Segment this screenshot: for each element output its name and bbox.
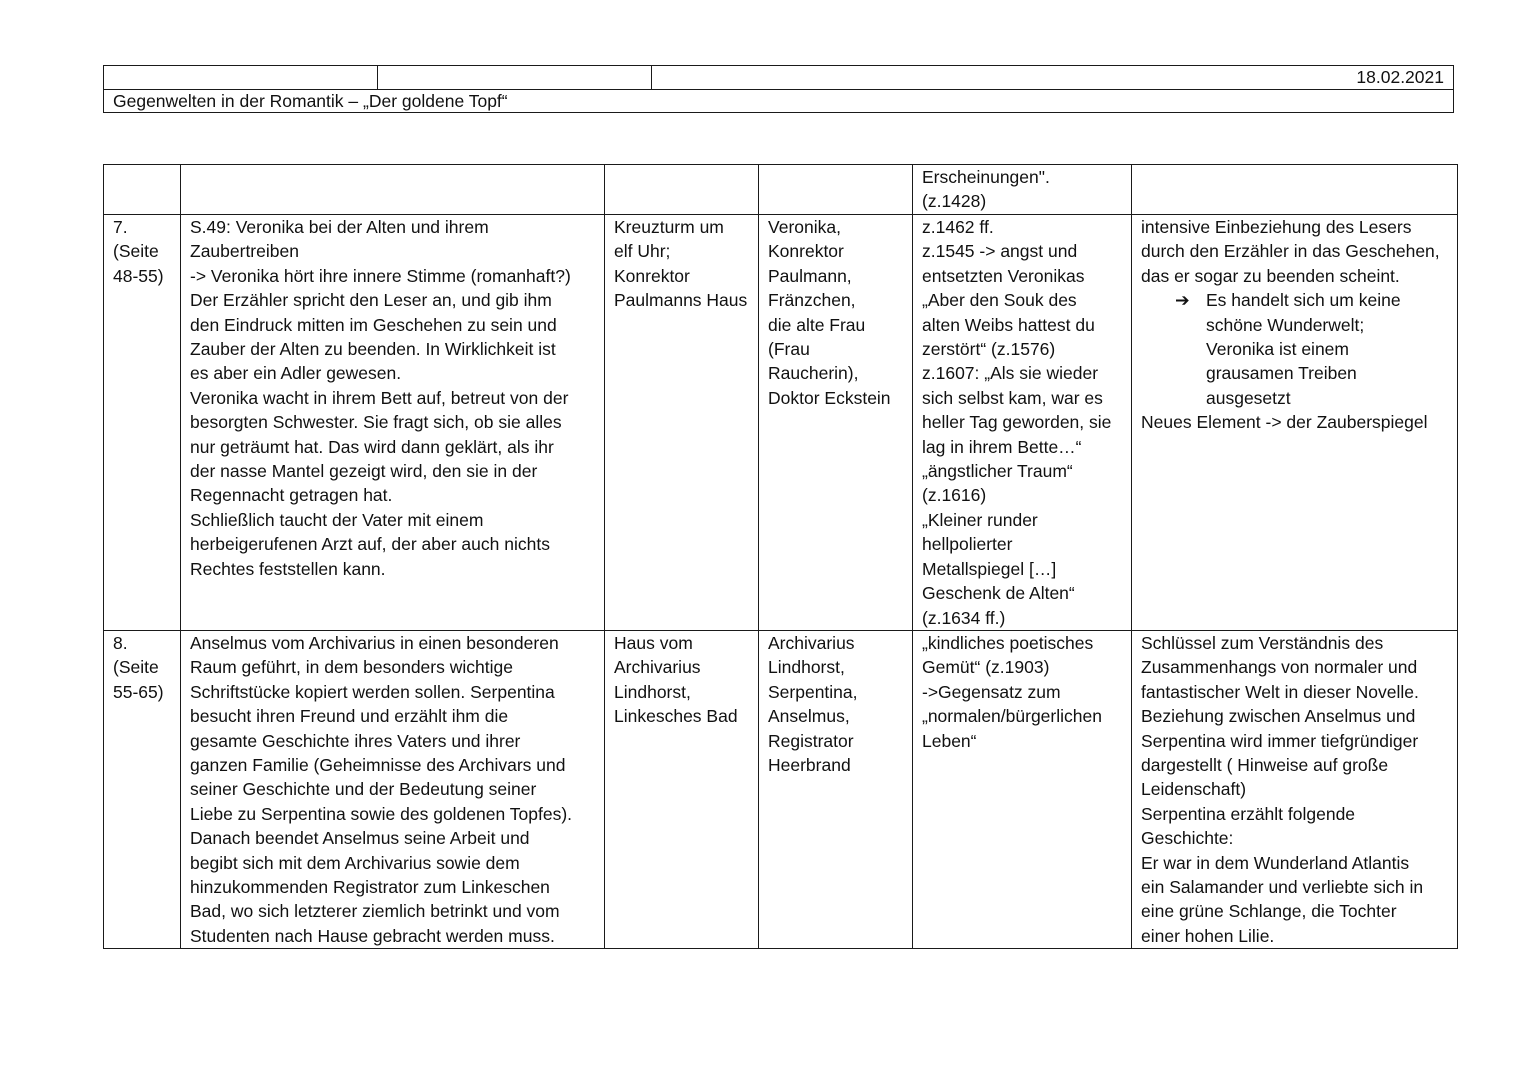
- character-line: Veronika,: [768, 217, 841, 237]
- quote-line: heller Tag geworden, sie: [922, 412, 1112, 433]
- content-line: Zauber der Alten zu beenden. In Wirklichkeit ist: [190, 339, 556, 360]
- chapter-cell: [104, 165, 181, 215]
- content-line: gesamte Geschichte ihres Vaters und ihrer: [190, 730, 521, 751]
- note-line: Geschichte:: [1141, 828, 1234, 849]
- content-line: Schriftstücke kopiert werden sollen. Serpentina: [190, 681, 555, 702]
- quote-line: „ängstlicher Traum“: [922, 461, 1073, 482]
- quote-line: (z.1428): [922, 191, 987, 212]
- note-line: Es handelt sich um keine: [1206, 290, 1401, 311]
- content-line: seiner Geschichte und der Bedeutung seiner: [190, 779, 537, 800]
- character-line: Lindhorst,: [768, 657, 845, 678]
- chapter-number: 7.: [113, 217, 128, 237]
- header-cell-empty-2: [378, 66, 652, 90]
- character-line: Heerbrand: [768, 755, 851, 776]
- chapter-table: [103, 164, 1458, 949]
- quote-line: Geschenk de Alten“: [922, 583, 1075, 604]
- content-line: besucht ihren Freund und erzählt ihm die: [190, 706, 509, 727]
- notes-cell: [1132, 631, 1458, 949]
- note-line: Er war in dem Wunderland Atlantis: [1141, 852, 1410, 873]
- table-row: [104, 165, 1458, 215]
- document-header: [103, 65, 1454, 113]
- place-line: Linkesches Bad: [614, 706, 738, 727]
- content-line: S.49: Veronika bei der Alten und ihrem: [190, 217, 489, 237]
- character-line: Paulmann,: [768, 265, 852, 286]
- note-line: Beziehung zwischen Anselmus und: [1141, 706, 1416, 727]
- character-line: Serpentina,: [768, 681, 858, 702]
- quote-line: alten Weibs hattest du: [922, 314, 1095, 335]
- chapter-number: 8.: [113, 633, 128, 653]
- chapter-cell: [104, 631, 181, 949]
- content-line: Zaubertreiben: [190, 241, 299, 262]
- character-line: Doktor Eckstein: [768, 387, 891, 408]
- quote-line: sich selbst kam, war es: [922, 387, 1103, 408]
- quotes-cell: [913, 215, 1132, 631]
- quote-line: entsetzten Veronikas: [922, 265, 1085, 286]
- content-line: ganzen Familie (Geheimnisse des Archivars und: [190, 755, 566, 776]
- content-line: Danach beendet Anselmus seine Arbeit und: [190, 828, 530, 849]
- quote-line: z.1607: „Als sie wieder: [922, 363, 1099, 384]
- content-line: hinzukommenden Registrator zum Linkeschen: [190, 877, 550, 898]
- place-line: Konrektor: [614, 265, 690, 286]
- chapter-cell: [104, 215, 181, 631]
- note-line: Leidenschaft): [1141, 779, 1247, 800]
- content-line: besorgten Schwester. Sie fragt sich, ob sie alles: [190, 412, 562, 433]
- content-line: begibt sich mit dem Archivarius sowie dem: [190, 852, 520, 873]
- quote-line: zerstört“ (z.1576): [922, 339, 1056, 360]
- note-line: Serpentina wird immer tiefgründiger: [1141, 730, 1419, 751]
- quote-line: „normalen/bürgerlichen: [922, 706, 1102, 727]
- character-line: Archivarius: [768, 633, 855, 653]
- note-line: dargestellt ( Hinweise auf große: [1141, 755, 1389, 776]
- quote-line: Gemüt“ (z.1903): [922, 657, 1050, 678]
- place-cell: [605, 215, 759, 631]
- content-line: Anselmus vom Archivarius in einen besonderen: [190, 633, 559, 653]
- quote-line: „Kleiner runder: [922, 509, 1038, 530]
- quote-line: (z.1634 ff.): [922, 607, 1006, 628]
- note-line: eine grüne Schlange, die Tochter: [1141, 901, 1397, 922]
- place-cell: [605, 165, 759, 215]
- place-line: elf Uhr;: [614, 241, 671, 262]
- character-line: die alte Frau: [768, 314, 866, 335]
- header-cell-empty-1: [104, 66, 378, 90]
- content-line: nur geträumt hat. Das wird dann geklärt, als ihr: [190, 436, 554, 457]
- quote-line: z.1462 ff.: [922, 217, 994, 237]
- content-line: -> Veronika hört ihre innere Stimme (romanhaft?): [190, 265, 571, 286]
- content-cell: [181, 215, 605, 631]
- content-line: Raum geführt, in dem besonders wichtige: [190, 657, 513, 678]
- note-bullet: [1141, 288, 1449, 312]
- character-line: Fränzchen,: [768, 290, 856, 311]
- quote-line: „Aber den Souk des: [922, 290, 1077, 311]
- quotes-cell: [913, 631, 1132, 949]
- quote-line: hellpolierter: [922, 534, 1013, 555]
- quotes-cell: [913, 165, 1132, 215]
- note-line: Schlüssel zum Verständnis des: [1141, 633, 1384, 653]
- character-line: (Frau: [768, 339, 810, 360]
- content-line: Bad, wo sich letzterer ziemlich betrinkt und vom: [190, 901, 560, 922]
- characters-cell: [759, 631, 913, 949]
- note-line: Veronika ist einem: [1206, 339, 1349, 360]
- content-line: der nasse Mantel gezeigt wird, den sie in der: [190, 461, 538, 482]
- quote-line: z.1545 -> angst und: [922, 241, 1078, 262]
- quote-line: Metallspiegel […]: [922, 558, 1057, 579]
- note-line: grausamen Treiben: [1206, 363, 1357, 384]
- chapter-pages: (Seite: [113, 657, 159, 678]
- quote-line: ->Gegensatz zum: [922, 681, 1061, 702]
- note-line: Serpentina erzählt folgende: [1141, 803, 1356, 824]
- note-line: intensive Einbeziehung des Lesers: [1141, 217, 1412, 237]
- note-line: ein Salamander und verliebte sich in: [1141, 877, 1424, 898]
- place-line: Archivarius: [614, 657, 701, 678]
- content-line: herbeigerufenen Arzt auf, der aber auch nichts: [190, 534, 550, 555]
- place-cell: [605, 631, 759, 949]
- place-line: Haus vom: [614, 633, 693, 653]
- note-line: einer hohen Lilie.: [1141, 925, 1275, 946]
- character-line: Raucherin),: [768, 363, 859, 384]
- characters-cell: [759, 215, 913, 631]
- content-line: Veronika wacht in ihrem Bett auf, betreut von der: [190, 387, 569, 408]
- chapter-pages: 55-65): [113, 681, 164, 702]
- document-title: Gegenwelten in der Romantik – „Der goldene Topf“: [104, 90, 1454, 113]
- content-line: Rechtes feststellen kann.: [190, 558, 386, 579]
- note-line: Zusammenhangs von normaler und: [1141, 657, 1418, 678]
- character-line: Registrator: [768, 730, 854, 751]
- character-line: Konrektor: [768, 241, 844, 262]
- quote-line: „kindliches poetisches: [922, 633, 1094, 653]
- content-line: es aber ein Adler gewesen.: [190, 363, 402, 384]
- content-line: Schließlich taucht der Vater mit einem: [190, 509, 484, 530]
- content-cell: [181, 165, 605, 215]
- place-line: Lindhorst,: [614, 681, 691, 702]
- content-cell: [181, 631, 605, 949]
- content-line: den Eindruck mitten im Geschehen zu sein und: [190, 314, 557, 335]
- notes-cell: [1132, 215, 1458, 631]
- note-line: Neues Element -> der Zauberspiegel: [1141, 412, 1428, 433]
- note-line: fantastischer Welt in dieser Novelle.: [1141, 681, 1419, 702]
- quote-line: lag in ihrem Bette…“: [922, 436, 1082, 457]
- arrow-right-icon: ➔: [1175, 290, 1190, 311]
- place-line: Kreuzturm um: [614, 217, 724, 237]
- note-line: durch den Erzähler in das Geschehen,: [1141, 241, 1440, 262]
- note-line: ausgesetzt: [1206, 387, 1291, 408]
- table-row: [104, 215, 1458, 631]
- quote-line: (z.1616): [922, 485, 987, 506]
- document-date: 18.02.2021: [652, 66, 1454, 90]
- place-line: Paulmanns Haus: [614, 290, 748, 311]
- character-line: Anselmus,: [768, 706, 850, 727]
- note-line: schöne Wunderwelt;: [1206, 314, 1365, 335]
- quote-line: Leben“: [922, 730, 977, 751]
- content-line: Studenten nach Hause gebracht werden muss.: [190, 925, 555, 946]
- content-line: Der Erzähler spricht den Leser an, und gib ihm: [190, 290, 552, 311]
- note-line: das er sogar zu beenden scheint.: [1141, 265, 1400, 286]
- notes-cell: [1132, 165, 1458, 215]
- quote-line: Erscheinungen".: [922, 167, 1050, 187]
- content-line: Liebe zu Serpentina sowie des goldenen Topfes).: [190, 803, 573, 824]
- chapter-pages: (Seite: [113, 241, 159, 262]
- chapter-pages: 48-55): [113, 265, 164, 286]
- table-row: [104, 631, 1458, 949]
- characters-cell: [759, 165, 913, 215]
- content-line: Regennacht getragen hat.: [190, 485, 393, 506]
